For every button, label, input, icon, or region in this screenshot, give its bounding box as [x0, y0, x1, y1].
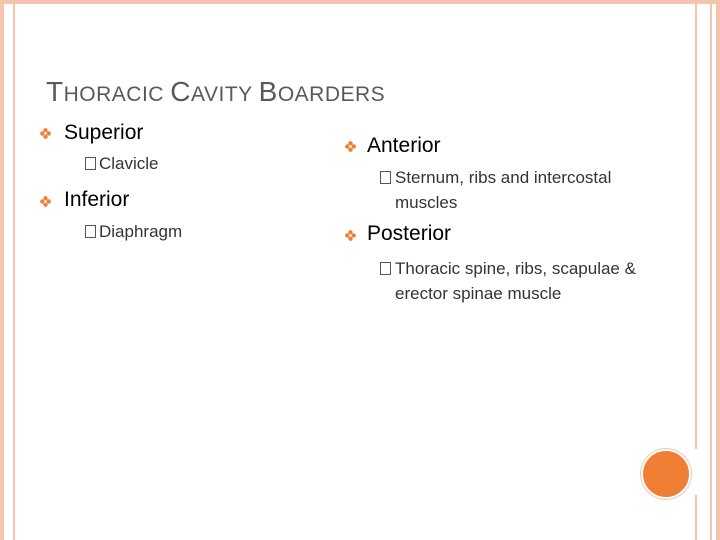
sub-bullet-sternum: Sternum, ribs and intercostal muscles	[395, 168, 612, 212]
frame-right-edge-line	[716, 0, 720, 540]
slide-title	[46, 76, 385, 108]
box-bullet-icon	[85, 157, 96, 170]
frame-right-line	[695, 0, 697, 449]
box-bullet-icon	[380, 262, 391, 275]
flower-bullet-icon	[40, 196, 51, 207]
title-rest-2: AVITY	[191, 83, 259, 106]
decorative-orange-circle	[641, 449, 691, 499]
box-bullet-icon	[380, 171, 391, 184]
title-cap-3: B	[258, 76, 278, 107]
flower-bullet-icon	[40, 128, 51, 139]
title-cap-2: C	[170, 76, 192, 107]
flower-bullet-icon	[345, 141, 356, 152]
frame-right-outer-line	[710, 0, 712, 540]
bullet-anterior: Anterior	[367, 134, 441, 157]
title-rest-1: HORACIC	[63, 83, 171, 106]
bullet-posterior: Posterior	[367, 222, 452, 245]
sub-bullet-thoracic-spine: Thoracic spine, ribs, scapulae & erector spinae muscle	[395, 259, 636, 303]
sub-bullet-diaphragm: Diaphragm	[99, 222, 183, 241]
frame-top-line	[0, 0, 720, 4]
box-bullet-icon	[85, 225, 96, 238]
frame-left-inner-line	[13, 0, 15, 540]
bullet-inferior: Inferior	[64, 188, 130, 211]
sub-bullet-clavicle: Clavicle	[99, 154, 159, 173]
title-rest-3: OARDERS	[277, 83, 386, 106]
frame-left-line	[0, 0, 4, 540]
bullet-superior: Superior	[64, 121, 144, 144]
title-cap-1: T	[46, 76, 64, 107]
flower-bullet-icon	[345, 230, 356, 241]
frame-right-line-lower	[695, 495, 697, 540]
